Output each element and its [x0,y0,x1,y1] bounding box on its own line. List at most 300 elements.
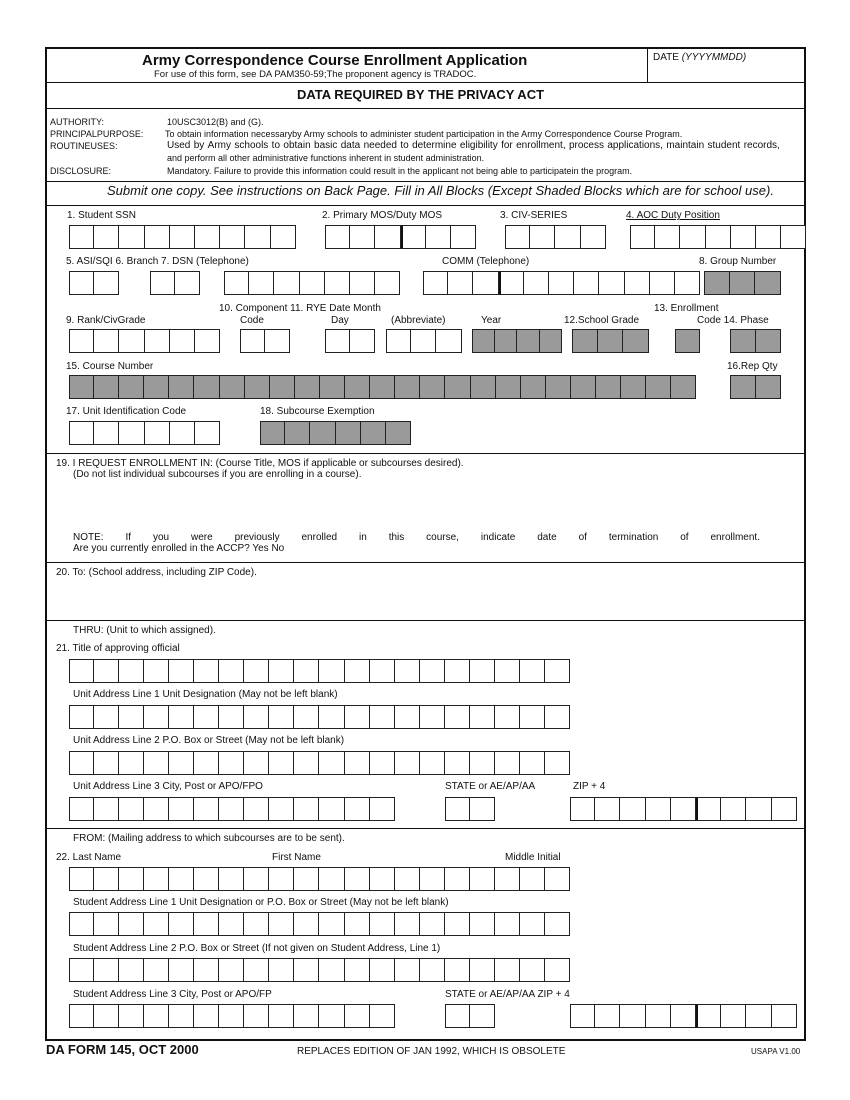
char-box[interactable] [520,958,545,982]
char-box[interactable] [94,1004,119,1028]
char-box[interactable] [655,225,680,249]
char-box[interactable] [69,271,94,295]
char-box[interactable] [195,421,220,445]
char-box[interactable] [520,705,545,729]
char-box[interactable] [269,1004,294,1028]
student-line1-label: Student Address Line 1 Unit Designation or P.O. Box or Street (May not be left blank) [73,897,449,908]
char-box[interactable] [144,659,169,683]
student-line3-boxes [69,1004,395,1028]
char-box[interactable] [420,751,445,775]
char-box[interactable] [269,912,294,936]
label-component-rye: 10. Component 11. RYE Date Month [219,303,381,314]
char-box[interactable] [620,1004,645,1028]
char-box[interactable] [119,797,144,821]
char-box[interactable] [169,659,194,683]
char-box[interactable] [94,659,119,683]
char-box[interactable] [370,958,395,982]
char-box[interactable] [169,912,194,936]
rye-day-boxes [325,329,375,353]
char-box[interactable] [319,751,344,775]
char-box [285,421,310,445]
char-box[interactable] [345,659,370,683]
char-box[interactable] [630,225,655,249]
student-line3-label: Student Address Line 3 City, Post or APO/FP [73,989,272,1000]
char-box[interactable] [94,225,119,249]
char-box[interactable] [470,912,495,936]
char-box[interactable] [69,421,94,445]
char-box[interactable] [370,867,395,891]
char-box[interactable] [94,912,119,936]
char-box[interactable] [319,867,344,891]
uses-word: basic [314,140,338,151]
char-box[interactable] [620,797,645,821]
char-box[interactable] [244,867,269,891]
char-box [194,375,219,399]
char-box[interactable] [350,271,375,295]
char-box[interactable] [294,912,319,936]
unit-state-label: STATE or AE/AP/AA [445,781,536,792]
char-box[interactable] [370,659,395,683]
char-box[interactable] [595,797,620,821]
char-box[interactable] [671,797,696,821]
char-box[interactable] [395,912,420,936]
char-box[interactable] [599,271,624,295]
char-box[interactable] [345,958,370,982]
char-box[interactable] [520,912,545,936]
char-box[interactable] [524,271,549,295]
char-box[interactable] [245,225,270,249]
char-box[interactable] [145,421,170,445]
char-box[interactable] [325,225,350,249]
char-box[interactable] [269,867,294,891]
asi-boxes [69,271,119,295]
char-box[interactable] [94,421,119,445]
char-box[interactable] [319,659,344,683]
char-box[interactable] [194,867,219,891]
char-box[interactable] [470,751,495,775]
char-box[interactable] [375,271,400,295]
char-box[interactable] [94,958,119,982]
char-box[interactable] [194,751,219,775]
char-box[interactable] [194,705,219,729]
char-box[interactable] [370,797,395,821]
school-address-input[interactable] [56,582,796,616]
char-box[interactable] [269,659,294,683]
char-box[interactable] [194,1004,219,1028]
char-box[interactable] [240,329,265,353]
char-box[interactable] [530,225,555,249]
char-box[interactable] [570,797,595,821]
char-box[interactable] [746,1004,771,1028]
char-box[interactable] [219,1004,244,1028]
rye-year-boxes [472,329,562,353]
accp-question: Are you currently enrolled in the ACCP? Yes No [73,543,285,554]
char-box[interactable] [495,659,520,683]
char-box[interactable] [375,225,400,249]
char-box[interactable] [721,797,746,821]
char-box[interactable] [319,1004,344,1028]
privacy-heading: DATA REQUIRED BY THE PRIVACY ACT [297,87,545,102]
char-box[interactable] [274,271,299,295]
char-box[interactable] [294,659,319,683]
char-box[interactable] [169,751,194,775]
char-box[interactable] [220,225,245,249]
rule [45,828,806,829]
rule [45,562,806,563]
char-box [675,329,700,353]
char-box[interactable] [244,705,269,729]
char-box[interactable] [706,225,731,249]
char-box[interactable] [319,797,344,821]
char-box[interactable] [345,867,370,891]
char-box[interactable] [194,958,219,982]
char-box[interactable] [625,271,650,295]
char-box[interactable] [69,867,94,891]
char-box[interactable] [94,751,119,775]
label-group-number: 8. Group Number [699,256,777,267]
char-box[interactable] [265,329,290,353]
char-box[interactable] [445,659,470,683]
char-box[interactable] [345,797,370,821]
char-box[interactable] [545,659,570,683]
char-box[interactable] [470,797,495,821]
char-box[interactable] [395,705,420,729]
char-box[interactable] [395,867,420,891]
char-box[interactable] [69,958,94,982]
char-box[interactable] [194,912,219,936]
char-box[interactable] [420,912,445,936]
char-box[interactable] [445,912,470,936]
char-box[interactable] [423,271,448,295]
char-box[interactable] [319,958,344,982]
char-box [295,375,320,399]
char-box[interactable] [345,705,370,729]
char-box[interactable] [470,867,495,891]
char-box[interactable] [495,751,520,775]
char-box[interactable] [545,705,570,729]
char-box [420,375,445,399]
char-box[interactable] [119,751,144,775]
char-box [671,375,696,399]
char-box[interactable] [94,329,119,353]
form-subtitle: For use of this form, see DA PAM350-59;The proponent agency is TRADOC. [154,69,477,80]
char-box[interactable] [119,958,144,982]
student-line2-boxes [69,958,570,982]
char-box[interactable] [420,705,445,729]
char-box[interactable] [386,329,411,353]
char-box[interactable] [395,659,420,683]
char-box[interactable] [319,705,344,729]
label-subcourse-exemption: 18. Subcourse Exemption [260,406,375,417]
char-box[interactable] [756,225,781,249]
label-phase: Code 14. Phase [697,315,769,326]
char-box[interactable] [144,1004,169,1028]
char-box[interactable] [325,329,350,353]
char-box[interactable] [370,751,395,775]
char-box[interactable] [294,797,319,821]
char-box[interactable] [470,705,495,729]
char-box[interactable] [395,958,420,982]
char-box[interactable] [520,659,545,683]
char-box[interactable] [420,867,445,891]
char-box[interactable] [721,1004,746,1028]
note-word: termination [608,532,659,543]
char-box[interactable] [294,958,319,982]
char-box[interactable] [772,1004,797,1028]
char-box[interactable] [144,867,169,891]
char-box[interactable] [169,797,194,821]
char-box[interactable] [319,912,344,936]
char-box[interactable] [219,912,244,936]
char-box[interactable] [451,225,476,249]
uses-word: process [568,140,604,151]
char-box[interactable] [448,271,473,295]
course-request-input[interactable] [73,484,773,528]
char-box[interactable] [505,225,530,249]
char-box[interactable] [269,751,294,775]
char-box[interactable] [170,225,195,249]
char-box[interactable] [445,797,470,821]
char-box[interactable] [650,271,675,295]
char-box[interactable] [144,912,169,936]
char-box[interactable] [470,659,495,683]
char-box [623,329,649,353]
char-box[interactable] [495,912,520,936]
char-box[interactable] [175,271,200,295]
char-box[interactable] [195,329,220,353]
char-box[interactable] [345,1004,370,1028]
char-box[interactable] [119,225,144,249]
char-box[interactable] [269,797,294,821]
char-box[interactable] [144,751,169,775]
label-comm: COMM (Telephone) [442,256,530,267]
char-box[interactable] [495,867,520,891]
char-box[interactable] [581,225,606,249]
note-word: indicate [480,532,516,543]
uses-word: Army [207,140,232,151]
enrollment-code-box [675,329,700,353]
uses-word: schools [234,140,269,151]
char-box[interactable] [370,1004,395,1028]
char-box[interactable] [420,659,445,683]
date-input[interactable] [649,66,803,81]
char-box [572,329,598,353]
char-box[interactable] [520,867,545,891]
char-box[interactable] [680,225,705,249]
char-box[interactable] [119,329,144,353]
char-box[interactable] [169,705,194,729]
char-box [395,375,420,399]
label-code: Code [240,315,264,326]
char-box[interactable] [420,958,445,982]
char-box[interactable] [244,659,269,683]
char-box[interactable] [144,958,169,982]
char-box[interactable] [545,912,570,936]
char-box[interactable] [170,421,195,445]
char-box[interactable] [150,271,175,295]
char-box[interactable] [169,867,194,891]
char-box[interactable] [595,1004,620,1028]
char-box[interactable] [445,1004,470,1028]
char-box[interactable] [269,705,294,729]
char-box[interactable] [244,912,269,936]
char-box[interactable] [249,271,274,295]
char-box[interactable] [219,751,244,775]
from-label: FROM: (Mailing address to which subcourses are to be sent). [73,833,345,844]
rye-month-boxes [386,329,462,353]
comm-boxes [423,271,700,295]
char-box[interactable] [696,1004,721,1028]
char-box[interactable] [445,958,470,982]
char-box[interactable] [350,329,375,353]
char-box[interactable] [772,797,797,821]
unit-line1-boxes [69,705,570,729]
char-box[interactable] [119,867,144,891]
char-box[interactable] [69,797,94,821]
char-box[interactable] [395,751,420,775]
char-box[interactable] [445,867,470,891]
char-box[interactable] [119,659,144,683]
char-box[interactable] [119,705,144,729]
char-box [310,421,335,445]
char-box[interactable] [520,751,545,775]
char-box[interactable] [119,912,144,936]
char-box[interactable] [781,225,806,249]
char-box[interactable] [746,797,771,821]
char-box[interactable] [495,958,520,982]
char-box[interactable] [401,225,426,249]
char-box [119,375,144,399]
char-box[interactable] [244,751,269,775]
char-box[interactable] [219,958,244,982]
char-box[interactable] [675,271,700,295]
char-box[interactable] [370,912,395,936]
mos-boxes [325,225,476,249]
char-box[interactable] [499,271,524,295]
char-box[interactable] [470,1004,495,1028]
char-box[interactable] [436,329,461,353]
char-box[interactable] [545,958,570,982]
char-box[interactable] [345,912,370,936]
char-box [521,375,546,399]
char-box[interactable] [219,705,244,729]
char-box[interactable] [244,1004,269,1028]
char-box[interactable] [94,797,119,821]
char-box[interactable] [170,329,195,353]
note-word: this [388,532,405,543]
char-box[interactable] [69,225,94,249]
char-box[interactable] [549,271,574,295]
char-box[interactable] [696,797,721,821]
char-box[interactable] [731,225,756,249]
char-box[interactable] [69,659,94,683]
unit-state-boxes [445,797,495,821]
char-box[interactable] [445,751,470,775]
char-box[interactable] [294,1004,319,1028]
char-box[interactable] [244,958,269,982]
char-box[interactable] [370,705,395,729]
school-grade-boxes [572,329,649,353]
thru-label: THRU: (Unit to which assigned). [73,625,216,636]
char-box[interactable] [119,421,144,445]
char-box[interactable] [219,867,244,891]
uses-word: eligibility [459,140,498,151]
char-box [756,329,782,353]
char-box [596,375,621,399]
char-box[interactable] [545,751,570,775]
char-box[interactable] [294,751,319,775]
student-state-boxes [445,1004,495,1028]
char-box[interactable] [144,797,169,821]
char-box[interactable] [224,271,249,295]
char-box[interactable] [294,705,319,729]
uic-boxes [69,421,220,445]
char-box[interactable] [495,705,520,729]
char-box[interactable] [426,225,451,249]
char-box[interactable] [671,1004,696,1028]
char-box[interactable] [646,797,671,821]
char-box[interactable] [219,659,244,683]
char-box [730,375,756,399]
char-box[interactable] [219,797,244,821]
char-box[interactable] [94,705,119,729]
char-box [445,375,470,399]
char-box[interactable] [294,867,319,891]
char-box[interactable] [646,1004,671,1028]
char-box[interactable] [570,1004,595,1028]
char-box[interactable] [144,705,169,729]
char-box[interactable] [574,271,599,295]
char-box[interactable] [244,797,269,821]
char-box [496,375,521,399]
char-box[interactable] [69,705,94,729]
component-boxes [240,329,290,353]
char-box[interactable] [345,751,370,775]
uses-word: determine [412,140,457,151]
char-box[interactable] [145,329,170,353]
char-box[interactable] [411,329,436,353]
char-box[interactable] [445,705,470,729]
char-box[interactable] [545,867,570,891]
char-box[interactable] [470,958,495,982]
char-box[interactable] [271,225,296,249]
char-box[interactable] [69,912,94,936]
char-box[interactable] [194,659,219,683]
char-box[interactable] [350,225,375,249]
char-box[interactable] [300,271,325,295]
rule [45,620,806,621]
char-box[interactable] [94,271,119,295]
uses-word: Used [167,140,191,151]
char-box[interactable] [473,271,498,295]
label-enrollment: 13. Enrollment [654,303,719,314]
char-box[interactable] [119,1004,144,1028]
char-box[interactable] [325,271,350,295]
char-box[interactable] [169,958,194,982]
char-box[interactable] [69,751,94,775]
char-box[interactable] [145,225,170,249]
char-box[interactable] [169,1004,194,1028]
char-box[interactable] [555,225,580,249]
group-number-boxes [704,271,781,295]
char-box [598,329,624,353]
char-box[interactable] [194,797,219,821]
char-box[interactable] [69,1004,94,1028]
char-box[interactable] [94,867,119,891]
char-box[interactable] [195,225,220,249]
char-box[interactable] [269,958,294,982]
char-box[interactable] [69,329,94,353]
